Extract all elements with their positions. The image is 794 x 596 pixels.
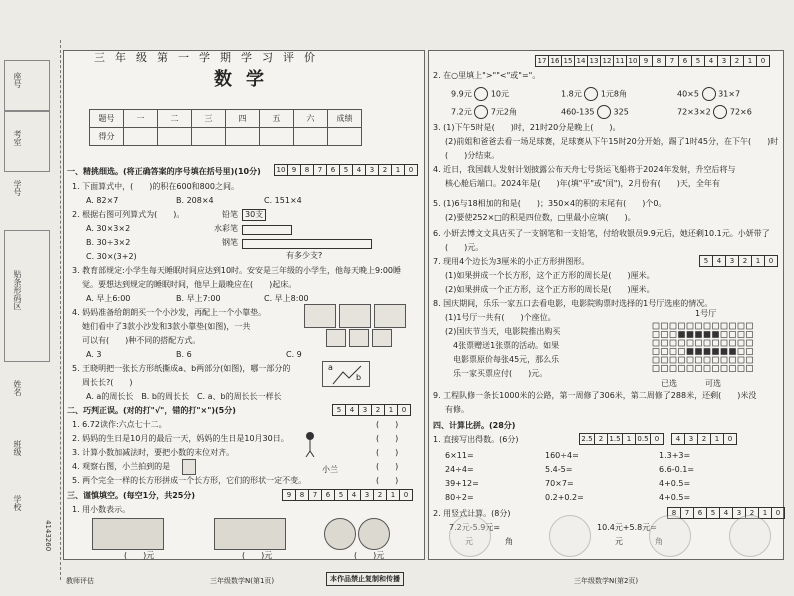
calc-item: 80÷2= — [445, 493, 474, 502]
seat — [713, 366, 719, 372]
seat — [704, 340, 710, 346]
seat — [747, 340, 753, 346]
score-header: 六 — [294, 110, 328, 128]
coins-image — [214, 518, 286, 550]
seat — [696, 323, 702, 329]
seat — [713, 357, 719, 363]
compare-item: 460-135 325 — [561, 105, 629, 119]
seat — [687, 366, 693, 372]
name-label: 姓名 — [13, 380, 22, 396]
compare-item: 72×3×2 72×6 — [677, 105, 752, 119]
option: B. 30÷3×2 — [86, 238, 131, 247]
seat — [679, 340, 685, 346]
unit: 元 — [615, 537, 623, 546]
seat — [662, 366, 668, 372]
score-cell[interactable] — [158, 128, 192, 146]
question: 3. (1)下午5时是( )时，21时20分是晚上( )。 — [433, 123, 621, 132]
bar — [242, 225, 292, 235]
pic-box: 30支 — [242, 209, 266, 221]
seat — [662, 357, 668, 363]
unit: 角 — [655, 537, 663, 546]
seat — [653, 349, 659, 355]
question: 2. 在○里填上">""<"或"="。 — [433, 71, 541, 80]
score-bar: 9 8 7 6 5 4 3 2 1 0 — [282, 489, 413, 501]
judge-item: 2. 妈妈的生日是10月的最后一天，妈妈的生日是10月30日。 — [72, 434, 289, 443]
seat — [687, 332, 693, 338]
legend-selected: 已选 — [661, 379, 677, 388]
seat — [738, 332, 744, 338]
judge-item: 3. 计算小数加减法时，要把小数的末位对齐。 — [72, 448, 235, 457]
seat — [713, 340, 719, 346]
seat — [653, 332, 659, 338]
footer-page2: 三年级数学N(第2页) — [574, 577, 639, 585]
option: A. 3 — [86, 350, 102, 359]
answer-paren[interactable]: ( ) — [376, 420, 399, 429]
section-1-title: 一、精挑细选。(将正确答案的序号填在括号里)(10分) — [67, 167, 261, 176]
seat — [696, 340, 702, 346]
seat — [670, 349, 676, 355]
seat — [653, 340, 659, 346]
compare-item: 7.2元 7元2角 — [451, 105, 517, 119]
calc-item: 160÷4= — [545, 451, 579, 460]
blank[interactable]: ( )元 — [124, 551, 155, 560]
sofa-image — [304, 304, 336, 328]
exam-title: 三年级第一学期学习评价 — [94, 51, 325, 64]
score-header: 题号 — [90, 110, 124, 128]
left-page — [63, 50, 425, 560]
option: C. 早上8:00 — [264, 294, 309, 303]
seat — [713, 323, 719, 329]
class-label: 班级 — [13, 440, 22, 456]
vertical-calc: 7.2元-5.9元= — [449, 523, 501, 532]
seat — [704, 357, 710, 363]
seat — [670, 340, 676, 346]
score-header: 四 — [226, 110, 260, 128]
seat — [721, 332, 727, 338]
sofa-image — [339, 304, 371, 328]
question: 6. 小妍去博文文具店买了一支钢笔和一支铅笔，付给收银员9.9元后，她还剩10.1元。小妍带了 — [433, 229, 770, 238]
paper-code: 4143260 — [44, 520, 52, 552]
compare-circle[interactable] — [474, 105, 488, 119]
pic-note: 有多少支? — [286, 251, 323, 260]
pic-label: 铅笔 — [222, 210, 238, 219]
seat — [747, 332, 753, 338]
seat — [670, 332, 676, 338]
option: C. 9 — [286, 350, 302, 359]
cushion-image — [349, 329, 369, 347]
copyright-stamp: 本作品禁止复制和传播 — [326, 572, 404, 586]
calc-item: 6×11= — [445, 451, 474, 460]
question: 5. 王晓明把一张长方形纸撕成a、b两部分(如图)，哪一部分的 — [72, 364, 291, 373]
seat — [730, 340, 736, 346]
girl-figure-icon — [304, 431, 316, 457]
seat — [704, 323, 710, 329]
seat — [730, 332, 736, 338]
calc-item: 24÷4= — [445, 465, 474, 474]
seat — [704, 349, 710, 355]
question: 4. 近日，我国载人发射计划披露公布天舟七号货运飞船将于2024年发射，升空后将与 — [433, 165, 736, 174]
score-cell[interactable] — [294, 128, 328, 146]
pic-label: 钢笔 — [222, 238, 238, 247]
watermark-clock — [649, 515, 691, 557]
watermark-clock — [549, 515, 591, 557]
question: (2)国庆节当天，电影院推出购买 — [445, 327, 561, 336]
question: (2)前姐和爸爸去看一场足球赛，足球赛从下午15时20分开始，踢了1时45分，在下午( )时 — [445, 137, 779, 146]
watermark-clock — [449, 515, 491, 557]
exam-subject: 数学 — [214, 69, 278, 90]
score-table — [89, 109, 362, 146]
calc-item: 70×7= — [545, 479, 574, 488]
cushion-image — [326, 329, 346, 347]
question: ( )元。 — [445, 243, 484, 252]
coin-image — [324, 518, 356, 550]
seat — [721, 357, 727, 363]
seat — [696, 349, 702, 355]
question: (2)如果拼成一个正方形，这个正方形的周长是( )厘米。 — [445, 285, 655, 294]
option: B. 6 — [176, 350, 192, 359]
question: 5. (1)6与18相加的和是( )；350×4的积的末尾有( )个0。 — [433, 199, 667, 208]
score-cell[interactable] — [260, 128, 294, 146]
seat — [721, 340, 727, 346]
score-bar: 17 16 15 14 13 12 11 10 9 8 7 6 5 4 3 2 1 0 — [535, 55, 770, 67]
seat — [721, 323, 727, 329]
compare-item: 1.8元 1元8角 — [561, 87, 627, 101]
score-bar: 5 4 3 2 1 0 — [699, 255, 778, 267]
question: 4. 妈妈准备给朗朗买一个小沙发，再配上一个小靠垫。 — [72, 308, 267, 317]
option: C. 30×(3+2) — [86, 252, 137, 261]
compare-circle[interactable] — [702, 87, 716, 101]
compare-circle[interactable] — [584, 87, 598, 101]
seat — [738, 349, 744, 355]
blank[interactable]: ( )元 — [242, 551, 273, 560]
score-bar: 8 7 6 5 4 3 2 1 0 — [667, 507, 785, 519]
seat — [738, 340, 744, 346]
seat — [653, 366, 659, 372]
unit: 元 — [465, 537, 473, 546]
seat — [670, 357, 676, 363]
score-cell[interactable] — [328, 128, 362, 146]
question: 1. 直接写出得数。(6分) — [433, 435, 519, 444]
seat — [696, 366, 702, 372]
score-row-label: 得分 — [90, 128, 124, 146]
calc-item: 0.2+0.2= — [545, 493, 584, 502]
seat — [662, 340, 668, 346]
score-header: 五 — [260, 110, 294, 128]
option: C. 151×4 — [264, 196, 302, 205]
object-image — [182, 459, 196, 475]
seat-map — [649, 321, 761, 377]
cushion-image — [372, 329, 392, 347]
question: 周长长?( ) — [82, 378, 133, 387]
answer-paren[interactable]: ( ) — [376, 448, 399, 457]
option: A. 30×3×2 — [86, 224, 131, 233]
seat — [687, 357, 693, 363]
seat — [679, 332, 685, 338]
seat — [662, 349, 668, 355]
binding-box — [4, 110, 50, 172]
pic-label: 水彩笔 — [214, 224, 238, 233]
seat — [653, 357, 659, 363]
seat — [679, 357, 685, 363]
seat — [662, 332, 668, 338]
question: 乐一家买票应付( )元。 — [453, 369, 548, 378]
question: (1)如果拼成一个长方形，这个正方形的周长是( )厘米。 — [445, 271, 655, 280]
question: 可以有( )种不同的搭配方式。 — [82, 336, 201, 345]
option: B. 早上7:00 — [176, 294, 221, 303]
score-header: 一 — [124, 110, 158, 128]
bar — [242, 239, 372, 249]
calc-item: 1.3+3= — [659, 451, 691, 460]
legend-available: 可选 — [705, 379, 721, 388]
score-bar: 4 3 2 1 0 — [671, 433, 737, 445]
barcode-box — [4, 230, 50, 362]
question: 有修。 — [445, 405, 469, 414]
score-header: 三 — [192, 110, 226, 128]
calc-item: 4+0.5= — [659, 493, 691, 502]
seat — [679, 366, 685, 372]
seat — [738, 357, 744, 363]
coin-image — [358, 518, 390, 550]
vertical-calc: 10.4元+5.8元= — [597, 523, 657, 532]
sofa-image — [374, 304, 406, 328]
seat — [738, 366, 744, 372]
answer-paren[interactable]: ( ) — [376, 476, 399, 485]
option: A. 82×7 — [86, 196, 119, 205]
calc-item: 4+0.5= — [659, 479, 691, 488]
seat — [747, 366, 753, 372]
screen-label: 1号厅 — [695, 309, 717, 318]
score-bar: 5 4 3 2 1 0 — [332, 404, 411, 416]
calc-item: 5.4-5= — [545, 465, 573, 474]
seat-label: 座号 — [13, 72, 22, 88]
judge-item: 4. 观察右图，小兰拍到的是 — [72, 462, 171, 471]
compare-circle[interactable] — [597, 105, 611, 119]
score-header: 二 — [158, 110, 192, 128]
score-cell[interactable] — [124, 128, 158, 146]
seat — [653, 323, 659, 329]
compare-item: 9.9元 10元 — [451, 87, 509, 101]
seat — [662, 323, 668, 329]
question: 1. 用小数表示。 — [72, 505, 131, 514]
fig-label-a: a — [328, 363, 333, 372]
seat — [747, 323, 753, 329]
seat — [730, 323, 736, 329]
fig-label-b: b — [356, 373, 362, 382]
seat — [679, 323, 685, 329]
seat — [670, 366, 676, 372]
question: 9. 工程队修一条长1000米的公路，第一周修了306米，第二周修了288米，还剩( )米没 — [433, 391, 757, 400]
seat — [730, 349, 736, 355]
question: 8. 国庆期间，乐乐一家五口去看电影，电影院购票时选择的1号厅选座的情况。 — [433, 299, 713, 308]
school-label: 学校 — [13, 495, 22, 511]
figure-label: 小兰 — [322, 465, 338, 474]
right-page — [428, 50, 784, 560]
section-2-title: 二、巧判正误。(对的打"√"，错的打"×")(5分) — [67, 406, 236, 415]
seat — [696, 357, 702, 363]
question: 4张票赠送1张票的活动。如果 — [453, 341, 560, 350]
barcode-label: 贴条形码区 — [13, 270, 22, 310]
answer-paren[interactable]: ( ) — [376, 462, 399, 471]
seat — [687, 340, 693, 346]
seat — [738, 323, 744, 329]
seat — [704, 366, 710, 372]
question: ( )分结束。 — [445, 151, 500, 160]
seat — [730, 357, 736, 363]
seat — [730, 366, 736, 372]
seat — [713, 349, 719, 355]
question: 2. 用竖式计算。(8分) — [433, 509, 511, 518]
question: 电影票原价每张45元，那么乐 — [453, 355, 560, 364]
banknote-image — [92, 518, 164, 550]
seat — [721, 366, 727, 372]
binding-strip — [0, 40, 61, 580]
calc-item: 6.6-0.1= — [659, 465, 695, 474]
section-4-title: 四、计算比拼。(28分) — [433, 421, 516, 430]
seat — [670, 323, 676, 329]
student-id-label: 学号 — [13, 180, 22, 196]
blank[interactable]: ( )元 — [354, 551, 385, 560]
question: 2. 根据右图可列算式为( )。 — [72, 210, 185, 219]
seat — [687, 323, 693, 329]
option: B. 208×4 — [176, 196, 214, 205]
seat — [679, 349, 685, 355]
seat — [696, 332, 702, 338]
question: (1)1号厅一共有( )个座位。 — [445, 313, 556, 322]
judge-item: 1. 6.72读作:六点七十二。 — [72, 420, 167, 429]
seat — [747, 357, 753, 363]
calc-item: 39+12= — [445, 479, 479, 488]
question: 她们看中了3款小沙发和3款小靠垫(如图)，一共 — [82, 322, 251, 331]
footer-page1: 三年级数学N(第1页) — [210, 577, 275, 585]
judge-item: 5. 两个完全一样的长方形拼成一个长方形，它们的形状一定不变。 — [72, 476, 307, 485]
binding-box — [4, 60, 50, 112]
question: 觉。要想达到规定的睡眠时间，他早上最晚应在( )起床。 — [82, 280, 297, 289]
seat — [704, 332, 710, 338]
seat — [687, 349, 693, 355]
option: A. 早上6:00 — [86, 294, 131, 303]
score-header: 成绩 — [328, 110, 362, 128]
score-bar: 2.5 2 1.5 1 0.5 0 — [579, 433, 664, 445]
seat — [747, 349, 753, 355]
question: 核心舱后端口。2024年是( )年(填"平"或"闰")，2月份有( )天，全年有 — [445, 179, 720, 188]
score-cell[interactable] — [226, 128, 260, 146]
score-cell[interactable] — [192, 128, 226, 146]
score-bar: 10 9 8 7 6 5 4 3 2 1 0 — [274, 164, 418, 176]
options: A. a的周长长 B. b的周长长 C. a、b的周长长一样长 — [86, 392, 282, 401]
question: 1. 下面算式中，( )的积在600和800之间。 — [72, 182, 239, 191]
compare-item: 40×5 31×7 — [677, 87, 740, 101]
question: (2)要使252×□的积是四位数，□里最小应填( )。 — [445, 213, 636, 222]
compare-circle[interactable] — [713, 105, 727, 119]
room-label: 考室 — [13, 130, 22, 146]
watermark-clock — [729, 515, 771, 557]
unit: 角 — [505, 537, 513, 546]
seat — [713, 332, 719, 338]
question: 7. 现用4个边长为3厘米的小正方形拼图形。 — [433, 257, 590, 266]
compare-circle[interactable] — [474, 87, 488, 101]
section-3-title: 三、谨慎填空。(每空1分，共25分) — [67, 491, 196, 500]
answer-paren[interactable]: ( ) — [376, 434, 399, 443]
footer-left: 教师评估 — [66, 577, 94, 585]
question: 3. 教育部规定:小学生每天睡眠时间应达到10时。安安是三年级的小学生，他每天晚上9:00睡 — [72, 266, 402, 275]
seat — [721, 349, 727, 355]
